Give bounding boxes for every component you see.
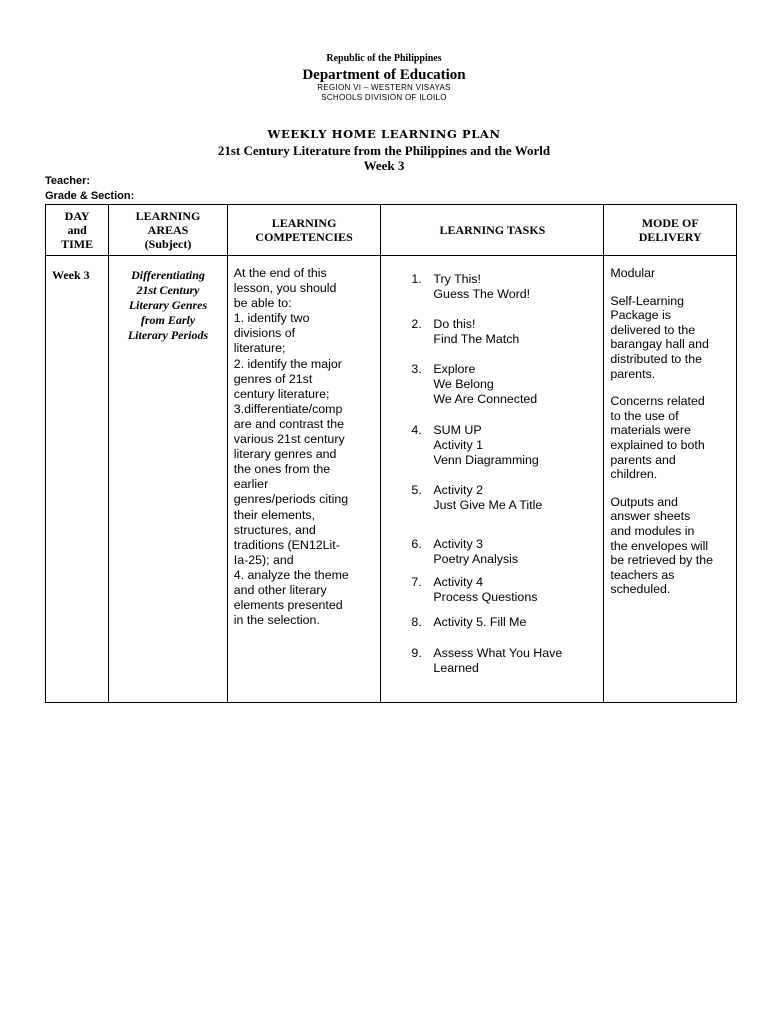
task-line: Activity 4: [433, 575, 483, 589]
learning-area-cell: [109, 256, 228, 703]
mode-paragraph: [610, 495, 732, 597]
header-mode-of-delivery: [604, 205, 737, 256]
competency-line: elements presented: [233, 598, 343, 613]
mode-line: and modules in: [610, 523, 695, 538]
competency-line: At the end of this: [233, 266, 327, 280]
task-text: [433, 362, 537, 408]
mode-paragraph: [610, 394, 732, 482]
task-number: 9.: [411, 646, 422, 660]
mode-paragraph: [610, 266, 732, 281]
competency-line: 4. analyze the theme: [233, 567, 349, 582]
task-number: 8.: [411, 615, 422, 629]
header-competencies-line2: COMPETENCIES: [255, 230, 353, 244]
mode-line: the envelopes will: [610, 538, 709, 553]
competency-line: genres of 21st: [233, 371, 313, 386]
mode-line: Modular: [610, 266, 656, 280]
learning-area-line: 21st Century: [136, 283, 200, 297]
task-number: 3.: [411, 362, 422, 376]
mode-line: delivered to the: [610, 322, 696, 337]
task-text: [433, 483, 542, 513]
mode-line: Concerns related: [610, 394, 705, 409]
mode-paragraph: [610, 294, 732, 382]
header-mode-line1: MODE OF: [641, 216, 699, 230]
task-text: [433, 537, 518, 567]
learning-plan-table: [45, 204, 737, 703]
task-line: Process Questions: [433, 590, 538, 605]
task-line: Activity 1: [433, 438, 483, 453]
header-and-line: and: [67, 223, 87, 237]
header-tasks-line: LEARNING TASKS: [439, 223, 546, 237]
competency-line: in the selection.: [233, 613, 320, 628]
header-learning-line: LEARNING: [135, 209, 201, 223]
header-learning-tasks: [381, 205, 604, 256]
task-number: 2.: [411, 317, 422, 331]
mode-line: children.: [610, 467, 658, 482]
competency-line: earlier: [233, 477, 269, 492]
task-line: Try This!: [433, 272, 481, 286]
competency-line: lesson, you should: [233, 281, 337, 296]
competency-line: literary genres and: [233, 447, 337, 462]
tasks-cell: [381, 256, 604, 703]
learning-area-line: Differentiating: [131, 268, 205, 282]
task-line: SUM UP: [433, 423, 482, 437]
task-text: [433, 615, 526, 630]
department-heading: Department of Education: [302, 67, 466, 83]
task-line: Poetry Analysis: [433, 552, 519, 567]
competency-line: and other literary: [233, 582, 327, 597]
task-text: [433, 317, 519, 347]
header-areas-line: AREAS: [147, 223, 189, 237]
mode-line: explained to both: [610, 437, 705, 452]
competency-line: be able to:: [233, 296, 292, 311]
task-line: Assess What You Have: [433, 646, 563, 660]
grade-section-field: Grade & Section:: [45, 190, 135, 202]
mode-line: answer sheets: [610, 509, 691, 524]
learning-area-line: from Early: [140, 313, 196, 327]
competency-line: genres/periods citing: [233, 492, 349, 507]
header-mode-line2: DELIVERY: [638, 230, 702, 244]
division-heading: SCHOOLS DIVISION OF ILOILO: [321, 93, 447, 102]
day-cell: [46, 256, 109, 703]
competency-line: century literature;: [233, 386, 330, 401]
task-number: 5.: [411, 483, 422, 497]
competency-line: structures, and: [233, 522, 316, 537]
learning-area-line: Literary Genres: [128, 298, 208, 312]
header-time-line: TIME: [61, 237, 94, 251]
teacher-field: Teacher:: [45, 175, 91, 187]
competency-line: the ones from the: [233, 462, 331, 477]
table-header-row: [46, 205, 737, 256]
competency-line: 1. identify two: [233, 311, 310, 326]
header-day-line: DAY: [64, 209, 90, 223]
task-line: Activity 5. Fill Me: [433, 615, 527, 629]
plan-title: WEEKLY HOME LEARNING PLAN: [267, 127, 501, 141]
mode-line: Package is: [610, 308, 671, 323]
task-text: [433, 272, 530, 302]
task-line: Do this!: [433, 317, 476, 331]
competency-line: are and contrast the: [233, 416, 344, 431]
learning-area-line: Literary Periods: [127, 328, 209, 342]
task-text: [433, 646, 562, 676]
task-text: [433, 423, 538, 469]
mode-line: barangay hall and: [610, 337, 709, 352]
header-competencies: [227, 205, 381, 256]
day-value: Week 3: [52, 268, 90, 282]
competency-line: 3.differentiate/comp: [233, 401, 343, 416]
task-line: Activity 2: [433, 483, 483, 497]
competency-line: their elements,: [233, 507, 316, 522]
competencies-cell: [227, 256, 381, 703]
task-line: Learned: [433, 661, 479, 676]
header-learning-areas: [109, 205, 228, 256]
header-competencies-line1: LEARNING: [271, 216, 337, 230]
mode-line: Self-Learning: [610, 293, 685, 308]
mode-line: materials were: [610, 423, 691, 438]
mode-line: parents and: [610, 452, 676, 467]
header-day-time: [46, 205, 109, 256]
task-number: 4.: [411, 423, 422, 437]
mode-line: parents.: [610, 366, 656, 381]
week-title: Week 3: [363, 158, 405, 173]
task-line: We Are Connected: [433, 392, 538, 407]
competency-line: Ia-25); and: [233, 552, 294, 567]
task-text: [433, 575, 537, 605]
task-line: Just Give Me A Title: [433, 498, 543, 513]
task-number: 1.: [411, 272, 422, 286]
table-row: [46, 256, 737, 703]
mode-line: distributed to the: [610, 351, 702, 366]
competency-line: literature;: [233, 341, 286, 356]
mode-line: to the use of: [610, 408, 679, 423]
task-line: Guess The Word!: [433, 287, 531, 302]
region-heading: REGION VI – WESTERN VISAYAS: [317, 83, 451, 92]
mode-cell: [604, 256, 737, 703]
task-line: Explore: [433, 362, 476, 376]
mode-line: teachers as: [610, 567, 675, 582]
task-line: We Belong: [433, 377, 494, 392]
header-subject-line: (Subject): [144, 237, 192, 251]
competency-line: traditions (EN12Lit-: [233, 537, 340, 552]
subject-title: 21st Century Literature from the Philippines and the World: [217, 143, 551, 158]
mode-line: scheduled.: [610, 582, 671, 597]
task-line: Activity 3: [433, 537, 483, 551]
task-line: Venn Diagramming: [433, 453, 539, 468]
task-number: 6.: [411, 537, 422, 551]
mode-line: be retrieved by the: [610, 553, 714, 568]
task-line: Find The Match: [433, 332, 520, 347]
competency-line: 2. identify the major: [233, 356, 342, 371]
competency-line: divisions of: [233, 326, 296, 341]
competency-line: various 21st century: [233, 432, 345, 447]
republic-heading: Republic of the Philippines: [326, 53, 442, 64]
task-number: 7.: [411, 575, 422, 589]
mode-line: Outputs and: [610, 494, 678, 509]
